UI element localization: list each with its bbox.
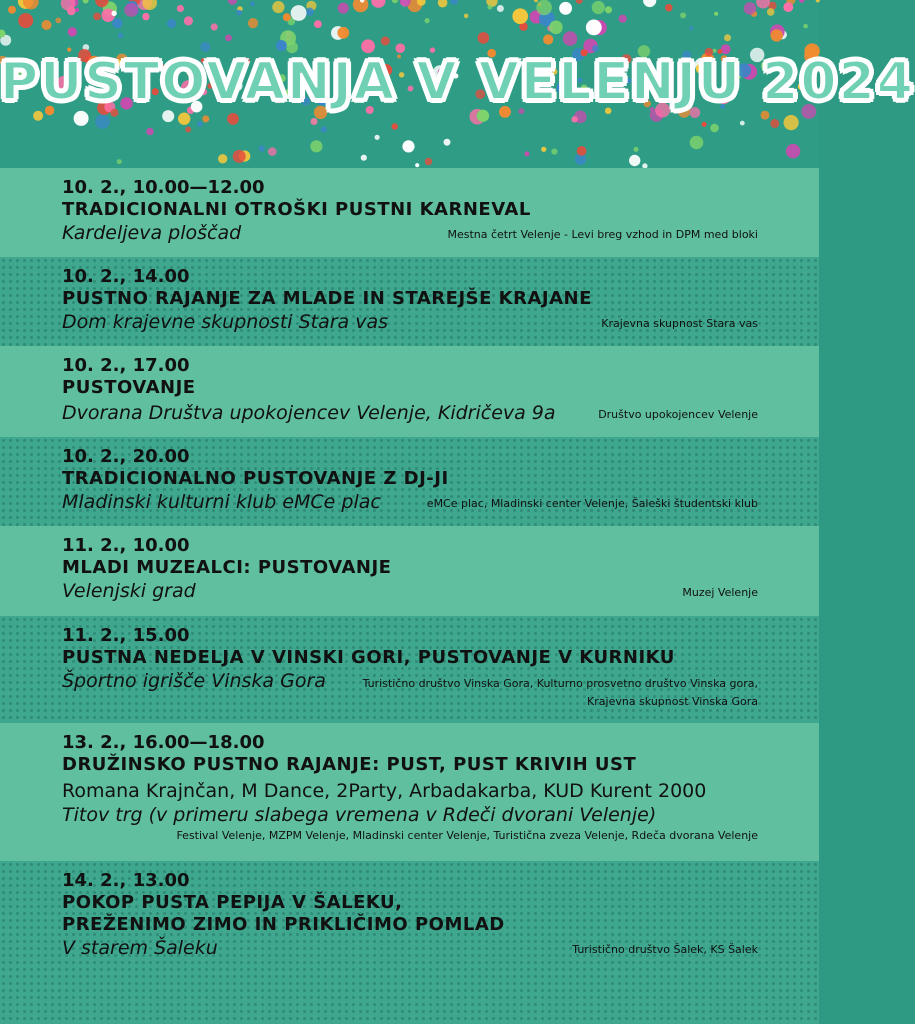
event-datetime: 11. 2., 15.00 [62, 625, 190, 646]
event-title-line2: PREŽENIMO ZIMO IN PRIKLIČIMO POMLAD [62, 914, 505, 935]
event-organizer: Turistično društvo Šalek, KS Šalek [572, 943, 758, 956]
event-venue: Titov trg (v primeru slabega vremena v Rdeči dvorani Velenje) [62, 804, 657, 826]
confetti-dot [551, 149, 557, 155]
confetti-dot [634, 147, 639, 152]
confetti-dot [702, 122, 707, 127]
event-block [0, 616, 819, 723]
confetti-dot [450, 0, 458, 5]
confetti-dot [816, 0, 820, 2]
confetti-dot [714, 12, 718, 16]
event-block [0, 257, 819, 346]
confetti-dot [381, 37, 390, 46]
confetti-dot [371, 0, 385, 8]
confetti-dot [167, 19, 176, 28]
confetti-dot [690, 136, 704, 150]
confetti-dot [512, 8, 528, 24]
confetti-dot [783, 2, 793, 12]
event-title: MLADI MUZEALCI: PUSTOVANJE [62, 557, 392, 578]
confetti-dot [93, 13, 101, 21]
event-venue-row [62, 310, 758, 334]
event-venue: V starem Šaleku [62, 937, 218, 959]
confetti-dot [497, 5, 504, 12]
confetti-dot [592, 45, 599, 52]
event-performers: Romana Krajnčan, M Dance, 2Party, Arbadakarba, KUD Kurent 2000 [62, 780, 707, 802]
event-datetime: 14. 2., 13.00 [62, 870, 190, 891]
event-organizer: Muzej Velenje [682, 586, 758, 599]
confetti-dot [184, 16, 193, 25]
event-block [0, 346, 819, 437]
event-organizer: Krajevna skupnost Stara vas [601, 317, 758, 330]
event-venue-row [62, 669, 758, 693]
event-block [0, 526, 819, 616]
confetti-dot [236, 10, 242, 16]
event-datetime: 10. 2., 14.00 [62, 266, 190, 287]
confetti-dot [200, 42, 210, 52]
event-datetime: 10. 2., 10.00—12.00 [62, 177, 265, 198]
event-venue: Dvorana Društva upokojencev Velenje, Kidričeva 9a [62, 402, 556, 424]
confetti-dot [283, 13, 291, 21]
confetti-dot [321, 126, 327, 132]
confetti-dot [425, 18, 430, 23]
confetti-dot [605, 6, 612, 13]
event-title: TRADICIONALNO PUSTOVANJE Z DJ-JI [62, 468, 449, 489]
confetti-dot [438, 0, 448, 8]
confetti-dot [592, 1, 605, 14]
confetti-dot [68, 27, 77, 36]
confetti-dot [543, 34, 553, 44]
confetti-dot [803, 24, 808, 29]
confetti-dot [576, 0, 583, 4]
confetti-dot [202, 115, 209, 122]
confetti-dot [724, 34, 731, 41]
confetti-dot [337, 27, 349, 39]
confetti-dot [689, 26, 693, 30]
confetti-dot [55, 18, 61, 24]
confetti-dot [756, 0, 770, 9]
event-datetime: 10. 2., 20.00 [62, 446, 190, 467]
confetti-dot [83, 0, 89, 4]
event-datetime: 10. 2., 17.00 [62, 355, 190, 376]
confetti-dot [425, 158, 432, 165]
confetti-dot [218, 154, 227, 163]
confetti-dot [291, 5, 307, 21]
page-title: PUSTOVANJA V VELENJU 2024 [0, 52, 915, 112]
event-title: PUSTOVANJE [62, 377, 196, 398]
confetti-dot [767, 8, 775, 16]
event-organizer: Festival Velenje, MZPM Velenje, Mladinski center Velenje, Turistična zveza Velenje, Rdeča dvorana Velenje [176, 829, 758, 842]
confetti-dot [740, 121, 745, 126]
confetti-dot [392, 123, 398, 129]
event-venue: Kardeljeva ploščad [62, 222, 242, 244]
confetti-dot [799, 0, 804, 3]
confetti-dot [233, 150, 246, 163]
confetti-dot [710, 124, 719, 133]
event-title: TRADICIONALNI OTROŠKI PUSTNI KARNEVAL [62, 199, 531, 220]
confetti-dot [248, 18, 258, 28]
confetti-dot [112, 18, 122, 28]
confetti-dot [744, 2, 757, 15]
confetti-dot [619, 15, 627, 23]
confetti-dot [559, 2, 572, 15]
confetti-dot [75, 8, 79, 12]
event-venue: Mladinski kulturni klub eMCe plac [62, 491, 381, 513]
event-block [0, 861, 819, 1024]
confetti-dot [118, 33, 123, 38]
event-block [0, 723, 819, 861]
event-venue: Velenjski grad [62, 580, 196, 602]
event-datetime: 11. 2., 10.00 [62, 535, 190, 556]
confetti-dot [42, 20, 52, 30]
confetti-dot [8, 6, 16, 14]
confetti-dot [680, 12, 686, 18]
confetti-dot [375, 135, 380, 140]
event-organizer-line2: Krajevna skupnost Vinska Gora [587, 695, 758, 708]
event-datetime: 13. 2., 16.00—18.00 [62, 732, 265, 753]
event-title: POKOP PUSTA PEPIJA V ŠALEKU, [62, 892, 403, 913]
event-organizer: Društvo upokojencev Velenje [598, 408, 758, 421]
event-venue-row [62, 490, 758, 514]
confetti-dot [784, 115, 799, 130]
confetti-dot [534, 0, 538, 2]
event-venue-row [62, 221, 758, 245]
confetti-dot [146, 128, 154, 136]
confetti-dot [268, 147, 277, 156]
confetti-dot [95, 114, 110, 129]
event-organizer: eMCe plac, Mladinski center Velenje, Šaleški študentski klub [426, 497, 758, 510]
event-venue-row [62, 936, 758, 960]
confetti-dot [665, 4, 673, 12]
confetti-dot [228, 0, 237, 5]
confetti-dot [177, 5, 184, 12]
confetti-dot [761, 111, 770, 120]
confetti-dot [571, 116, 577, 122]
event-title: DRUŽINSKO PUSTNO RAJANJE: PUST, PUST KRIVIH UST [62, 754, 637, 775]
confetti-dot [361, 155, 367, 161]
confetti-dot [211, 23, 218, 30]
event-title: PUSTNA NEDELJA V VINSKI GORI, PUSTOVANJE V KURNIKU [62, 647, 675, 668]
confetti-dot [250, 1, 255, 6]
event-venue: Dom krajevne skupnosti Stara vas [62, 311, 389, 333]
confetti-dot [577, 146, 587, 156]
event-venue-row [62, 579, 758, 603]
event-block [0, 437, 819, 526]
confetti-dot [444, 139, 451, 146]
confetti-dot [464, 14, 469, 19]
confetti-dot [629, 155, 640, 166]
event-title: PUSTNO RAJANJE ZA MLADE IN STAREJŠE KRAJANE [62, 288, 592, 309]
confetti-dot [197, 121, 203, 127]
confetti-dot [74, 111, 89, 126]
confetti-dot [225, 35, 232, 42]
confetti-dot [142, 13, 149, 20]
confetti-dot [314, 20, 322, 28]
event-venue-row [62, 401, 758, 425]
confetti-dot [111, 11, 116, 16]
confetti-dot [541, 147, 546, 152]
confetti-dot [563, 31, 578, 46]
confetti-dot [310, 118, 317, 125]
confetti-dot [178, 113, 190, 125]
event-block [0, 168, 819, 257]
confetti-dot [771, 29, 783, 41]
confetti-dot [18, 13, 33, 28]
confetti-dot [549, 21, 563, 35]
confetti-dot [478, 32, 490, 44]
confetti-dot [117, 159, 122, 164]
confetti-dot [586, 20, 602, 36]
confetti-dot [770, 119, 779, 128]
confetti-dot [536, 0, 552, 15]
confetti-dot [392, 0, 398, 3]
header-banner [0, 0, 915, 168]
confetti-dot [310, 140, 322, 152]
confetti-dot [402, 140, 414, 152]
confetti-dot [306, 8, 314, 16]
confetti-dot [338, 3, 349, 14]
confetti-dot [259, 145, 265, 151]
confetti-dot [33, 111, 43, 121]
confetti-dot [786, 144, 800, 158]
confetti-dot [525, 151, 530, 156]
event-organizer: Mestna četrt Velenje - Levi breg vzhod in DPM med bloki [447, 228, 758, 241]
confetti-dot [276, 40, 287, 51]
confetti-dot [643, 0, 656, 7]
confetti-dot [185, 127, 191, 133]
confetti-dot [272, 1, 284, 13]
event-organizer: Turistično društvo Vinska Gora, Kulturno prosvetno društvo Vinska gora, [362, 677, 758, 690]
confetti-dot [488, 5, 493, 10]
confetti-dot [415, 163, 419, 167]
confetti-dot [124, 3, 138, 17]
confetti-dot [227, 113, 239, 125]
event-venue: Športno igrišče Vinska Gora [62, 670, 326, 692]
